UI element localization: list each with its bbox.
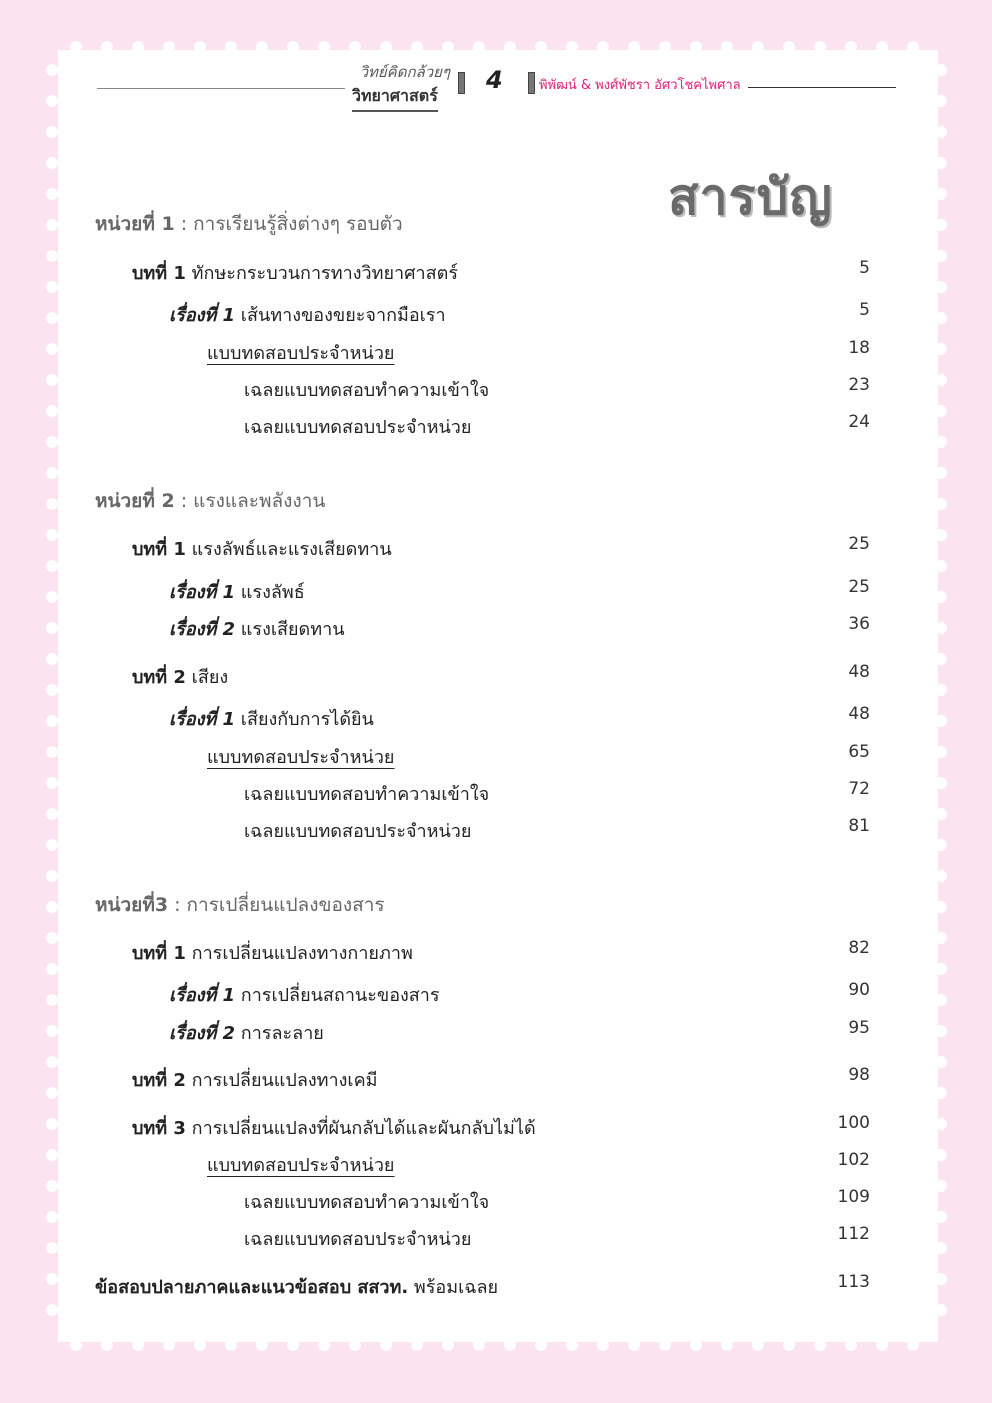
entry-title: เสียงกับการได้ยิน [235,709,374,730]
entry-label: บทที่ 1 [132,263,186,284]
entry-title: แรงลัพธ์และแรงเสียดทาน [185,539,392,560]
perforation [504,1339,516,1351]
perforation [935,715,947,727]
entry-title: แรงลัพธ์ [235,582,305,603]
header-rule-left [97,88,345,89]
perforation [935,622,947,634]
toc-entry-chapter[interactable] [0,258,870,284]
perforation [46,467,58,479]
perforation [46,560,58,572]
perforation [935,1025,947,1037]
perforation [935,1056,947,1068]
perforation [46,870,58,882]
perforation [783,41,795,53]
toc-entry-chapter[interactable] [0,1113,870,1139]
entry-page-number: 102 [837,1150,870,1170]
perforation [752,41,764,53]
entry-page-number: 25 [848,534,870,554]
perforation [46,157,58,169]
perforation [380,41,392,53]
entry-page-number: 36 [848,614,870,634]
page-number: 4 [486,66,503,94]
perforation [935,560,947,572]
entry-title: การละลาย [235,1023,324,1044]
entry-label: บทที่ 3 [132,1118,186,1139]
entry-label: เรื่องที่ 1 [169,305,236,326]
perforation [442,1339,454,1351]
entry-title: การเปลี่ยนแปลงทางเคมี [185,1070,378,1091]
toc-entry-chapter[interactable] [0,1065,870,1091]
entry-title: เฉลยแบบทดสอบประจำหน่วย [244,821,472,842]
entry-label: หน่วยที่ 1 [95,213,175,235]
entry-page-number: 109 [837,1187,870,1207]
entry-label: บทที่ 2 [132,667,186,688]
perforation [935,1087,947,1099]
perforation [566,41,578,53]
perforation [535,1339,547,1351]
perforation [935,870,947,882]
entry-label: ข้อสอบปลายภาคและแนวข้อสอบ สสวท. [95,1277,409,1298]
perforation [935,994,947,1006]
perforation [287,41,299,53]
perforation [935,1304,947,1316]
perforation [318,1339,330,1351]
toc-entry-final[interactable] [0,1272,870,1298]
perforation [845,41,857,53]
perforation [907,1339,919,1351]
perforation [473,41,485,53]
perforation [935,374,947,386]
perforation [935,405,947,417]
perforation [46,64,58,76]
perforation [535,41,547,53]
perforation [690,41,702,53]
toc-entry-answer[interactable] [0,375,870,401]
entry-title: แบบทดสอบประจำหน่วย [207,1155,395,1176]
perforation [411,1339,423,1351]
perforation [907,41,919,53]
perforation [597,41,609,53]
entry-page-number: 112 [837,1224,870,1244]
entry-label: หน่วยที่3 [95,894,169,916]
entry-label: เรื่องที่ 1 [169,709,236,730]
entry-page-number: 72 [848,779,870,799]
subject-title: วิทยาศาสตร์ [352,84,438,112]
entry-label: บทที่ 2 [132,1070,186,1091]
entry-label: หน่วยที่ 2 [95,490,175,512]
perforation [935,64,947,76]
toc-entry-test[interactable] [0,338,870,364]
perforation [70,41,82,53]
perforation [411,41,423,53]
perforation [46,188,58,200]
toc-entry-topic[interactable] [0,1018,870,1044]
series-title: วิทย์คิดกล้วยๆ [359,63,450,81]
perforation [935,95,947,107]
entry-label: เรื่องที่ 1 [169,582,236,603]
perforation [935,777,947,789]
entry-label: เรื่องที่ 1 [169,985,236,1006]
toc-entry-topic[interactable] [0,704,870,730]
perforation [935,1180,947,1192]
perforation [194,41,206,53]
perforation [935,1242,947,1254]
perforation [225,41,237,53]
toc-entry-chapter[interactable] [0,662,870,688]
perforation [256,41,268,53]
toc-entry-topic[interactable] [0,577,870,603]
perforation [101,1339,113,1351]
perforation [194,1339,206,1351]
entry-page-number: 95 [848,1018,870,1038]
page-sheet [58,50,938,1342]
entry-page-number: 24 [848,412,870,432]
perforation [318,41,330,53]
entry-page-number: 82 [848,938,870,958]
toc-entry-answer[interactable] [0,412,870,438]
entry-label: บทที่ 1 [132,539,186,560]
perforation [349,1339,361,1351]
entry-label: เรื่องที่ 2 [169,1023,236,1044]
header-bar-icon [458,72,465,94]
entry-title: การเปลี่ยนสถานะของสาร [235,985,440,1006]
entry-page-number: 25 [848,577,870,597]
entry-title: เฉลยแบบทดสอบทำความเข้าใจ [244,1192,490,1213]
perforation [935,746,947,758]
perforation [935,808,947,820]
entry-title: แบบทดสอบประจำหน่วย [207,343,395,364]
toc-entry-chapter[interactable] [0,938,870,964]
perforation [783,1339,795,1351]
perforation [566,1339,578,1351]
entry-label: เรื่องที่ 2 [169,619,236,640]
toc-entry-answer[interactable] [0,1224,870,1250]
perforation [935,343,947,355]
perforation [597,1339,609,1351]
perforation [935,219,947,231]
toc-entry-chapter[interactable] [0,534,870,560]
entry-title: เส้นทางของขยะจากมือเรา [235,305,446,326]
perforation [70,1339,82,1351]
perforation [46,963,58,975]
perforation [935,498,947,510]
entry-title: เสียง [185,667,229,688]
entry-title: เฉลยแบบทดสอบประจำหน่วย [244,1229,472,1250]
perforation [473,1339,485,1351]
entry-page-number: 48 [848,662,870,682]
perforation [935,157,947,169]
toc-entry-answer[interactable] [0,816,870,842]
toc-entry-unit[interactable] [0,486,870,512]
perforation [935,126,947,138]
entry-page-number: 81 [848,816,870,836]
perforation [132,41,144,53]
entry-title: ทักษะกระบวนการทางวิทยาศาสตร์ [185,263,458,284]
perforation [935,1273,947,1285]
entry-title: : การเปลี่ยนแปลงของสาร [168,894,385,916]
perforation [132,1339,144,1351]
header-rule-right [748,87,896,88]
perforation [628,1339,640,1351]
entry-page-number: 5 [859,300,870,320]
perforation [814,41,826,53]
perforation [814,1339,826,1351]
perforation [935,932,947,944]
entry-title: แบบทดสอบประจำหน่วย [207,747,395,768]
perforation [935,684,947,696]
toc-entry-topic[interactable] [0,980,870,1006]
perforation [935,963,947,975]
perforation [690,1339,702,1351]
perforation [380,1339,392,1351]
entry-page-number: 5 [859,258,870,278]
entry-title: การเปลี่ยนแปลงที่ผันกลับได้และผันกลับไม่ได้ [185,1118,536,1139]
perforation [935,312,947,324]
perforation [256,1339,268,1351]
perforation [845,1339,857,1351]
perforation [46,126,58,138]
entry-page-number: 18 [848,338,870,358]
entry-page-number: 48 [848,704,870,724]
perforation [935,1149,947,1161]
perforation [349,41,361,53]
perforation [721,1339,733,1351]
perforation [935,839,947,851]
perforation [935,188,947,200]
entry-title: : การเรียนรู้สิ่งต่างๆ รอบตัว [174,213,403,235]
perforation [876,41,888,53]
perforation [721,41,733,53]
page-title: สารบัญ [668,168,833,226]
perforation [504,41,516,53]
perforation [935,1211,947,1223]
perforation [163,41,175,53]
entry-title: เฉลยแบบทดสอบทำความเข้าใจ [244,784,490,805]
perforation [46,95,58,107]
header-bar-icon [528,72,535,94]
entry-page-number: 100 [837,1113,870,1133]
perforation [935,1118,947,1130]
entry-page-number: 90 [848,980,870,1000]
perforation [752,1339,764,1351]
perforation [935,529,947,541]
entry-title: แรงเสียดทาน [235,619,345,640]
perforation [659,1339,671,1351]
entry-page-number: 98 [848,1065,870,1085]
perforation [225,1339,237,1351]
perforation [659,41,671,53]
entry-title: เฉลยแบบทดสอบทำความเข้าใจ [244,380,490,401]
entry-title: เฉลยแบบทดสอบประจำหน่วย [244,417,472,438]
perforation [935,436,947,448]
toc-entry-test[interactable] [0,1150,870,1176]
authors: พิพัฒน์ & พงศ์พัชรา อัศวโชคไพศาล [539,78,741,93]
entry-title: พร้อมเฉลย [408,1277,499,1298]
perforation [101,41,113,53]
entry-label: บทที่ 1 [132,943,186,964]
entry-title: : แรงและพลังงาน [174,490,326,512]
toc-entry-topic[interactable] [0,614,870,640]
perforation [935,281,947,293]
entry-page-number: 65 [848,742,870,762]
entry-title: การเปลี่ยนแปลงทางกายภาพ [185,943,413,964]
toc-entry-answer[interactable] [0,779,870,805]
entry-page-number: 23 [848,375,870,395]
toc-entry-test[interactable] [0,742,870,768]
toc-entry-topic[interactable] [0,300,870,326]
perforation [628,41,640,53]
perforation [287,1339,299,1351]
perforation [46,1304,58,1316]
toc-entry-answer[interactable] [0,1187,870,1213]
perforation [442,41,454,53]
perforation [935,901,947,913]
perforation [935,250,947,262]
perforation [935,653,947,665]
entry-page-number: 113 [837,1272,870,1292]
perforation [935,467,947,479]
perforation [935,591,947,603]
perforation [876,1339,888,1351]
toc-entry-unit[interactable] [0,209,870,235]
toc-entry-unit[interactable] [0,890,870,916]
perforation [163,1339,175,1351]
